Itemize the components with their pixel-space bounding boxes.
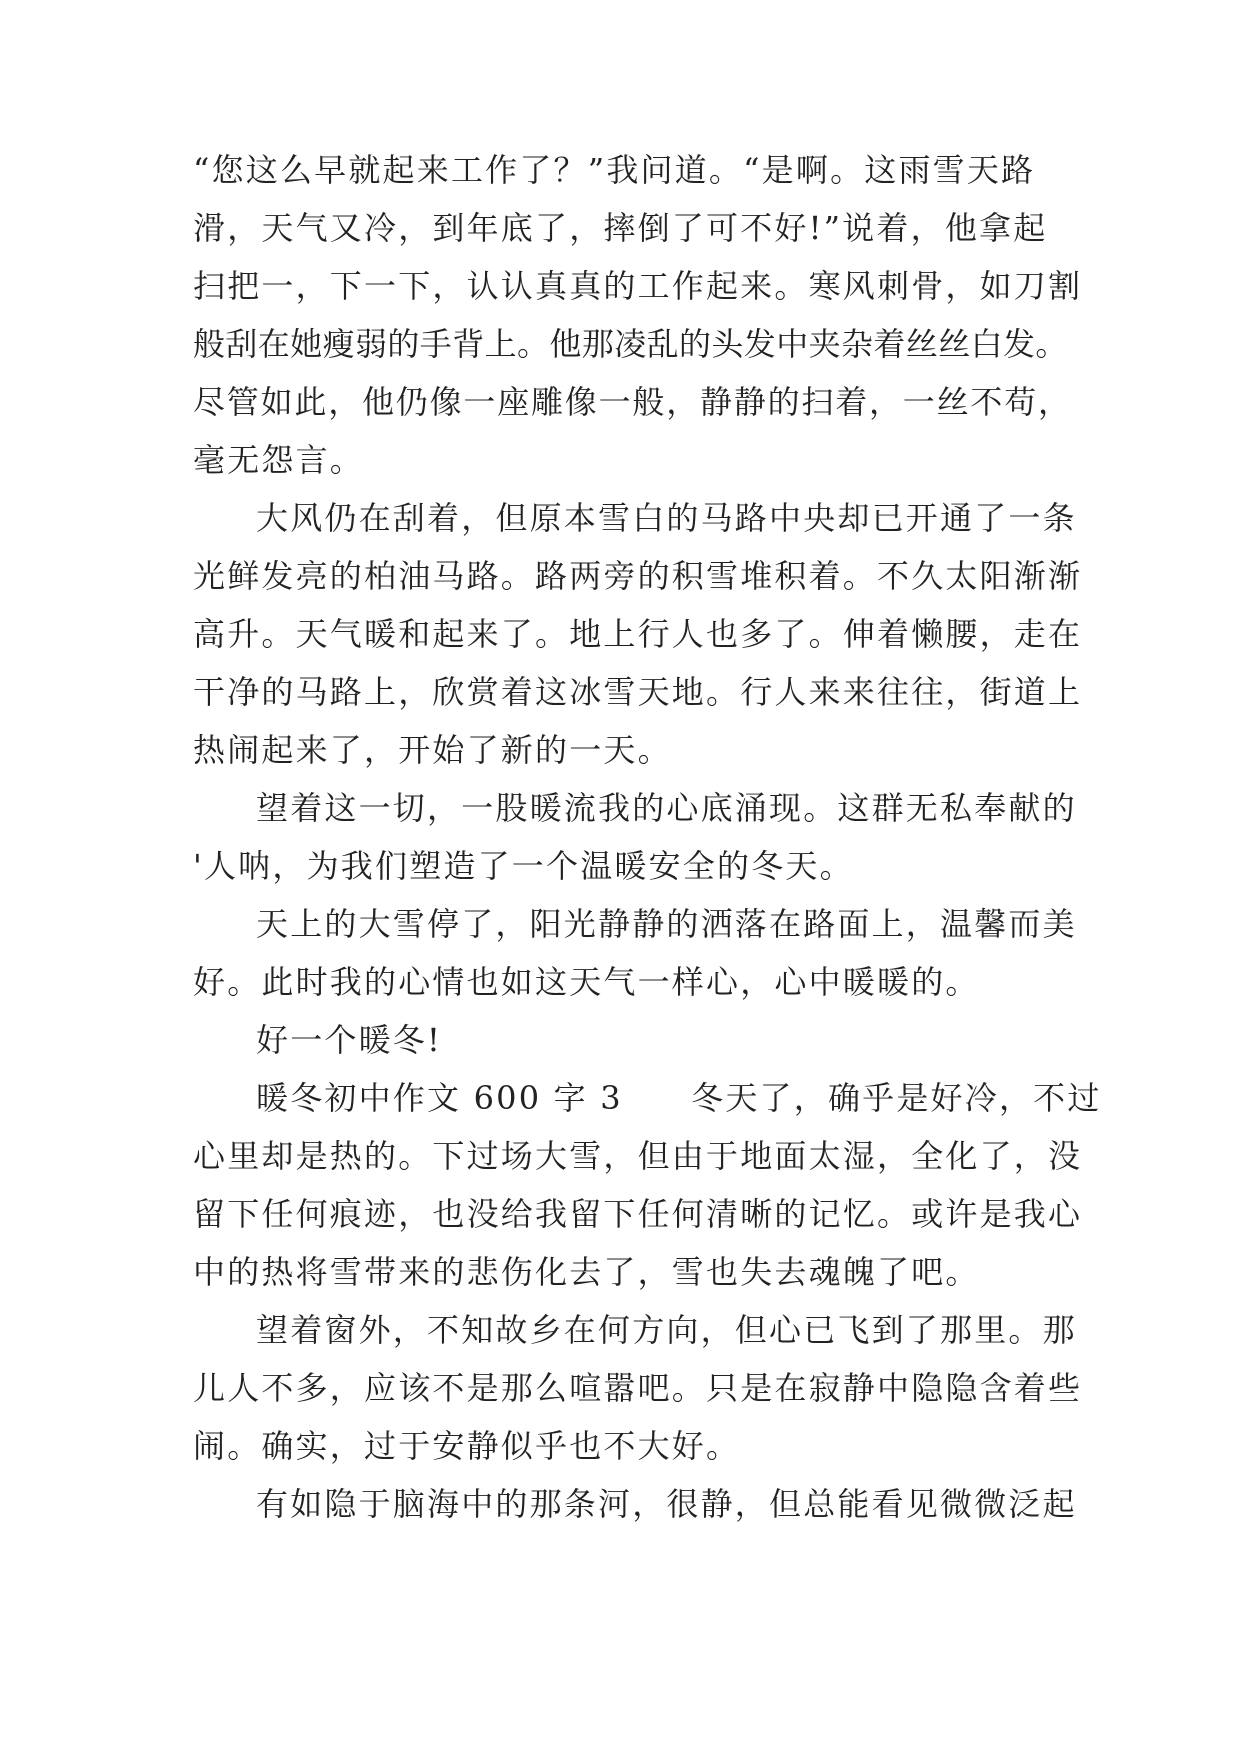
text-line: 好。此时我的心情也如这天气一样心，心中暖暖的。 (193, 963, 980, 1001)
text-line: 滑，天气又冷，到年底了，摔倒了可不好!”说着，他拿起 (193, 209, 1048, 247)
text-line: 毫无怨言。 (193, 441, 365, 479)
text-line: 高升。天气暖和起来了。地上行人也多了。伸着懒腰，走在 (193, 615, 1083, 653)
text-line: 暖冬初中作文 600 字 3 冬天了，确乎是好冷，不过 (256, 1079, 1102, 1117)
text-line: 儿人不多，应该不是那么喧嚣吧。只是在寂静中隐隐含着些 (193, 1369, 1083, 1407)
text-line: 光鲜发亮的柏油马路。路两旁的积雪堆积着。不久太阳渐渐 (193, 557, 1083, 595)
text-line: 天上的大雪停了，阳光静静的洒落在路面上，温馨而美 (256, 905, 1077, 943)
text-line: “您这么早就起来工作了？”我问道。“是啊。这雨雪天路 (193, 151, 1036, 189)
text-line: 留下任何痕迹，也没给我留下任何清晰的记忆。或许是我心 (193, 1195, 1083, 1233)
text-line: 扫把一，下一下，认认真真的工作起来。寒风刺骨，如刀割 (193, 267, 1083, 305)
text-line: 好一个暖冬! (256, 1021, 443, 1059)
text-line: '人呐，为我们塑造了一个温暖安全的冬天。 (193, 847, 854, 885)
text-line: 闹。确实，过于安静似乎也不大好。 (193, 1427, 741, 1465)
text-line: 大风仍在刮着，但原本雪白的马路中央却已开通了一条 (256, 499, 1077, 537)
text-line: 中的热将雪带来的悲伤化去了，雪也失去魂魄了吧。 (193, 1253, 980, 1291)
text-line: 心里却是热的。下过场大雪，但由于地面太湿，全化了，没 (193, 1137, 1083, 1175)
text-line: 般刮在她瘦弱的手背上。他那凌乱的头发中夹杂着丝丝白发。 (193, 325, 1068, 363)
text-line: 热闹起来了，开始了新的一天。 (193, 731, 672, 769)
text-line: 干净的马路上，欣赏着这冰雪天地。行人来来往往，街道上 (193, 673, 1083, 711)
text-line: 有如隐于脑海中的那条河，很静，但总能看见微微泛起 (256, 1485, 1077, 1523)
text-line: 望着窗外，不知故乡在何方向，但心已飞到了那里。那 (256, 1311, 1077, 1349)
text-line: 望着这一切，一股暖流我的心底涌现。这群无私奉献的 (256, 789, 1077, 827)
text-line: 尽管如此，他仍像一座雕像一般，静静的扫着，一丝不苟， (193, 383, 1072, 421)
